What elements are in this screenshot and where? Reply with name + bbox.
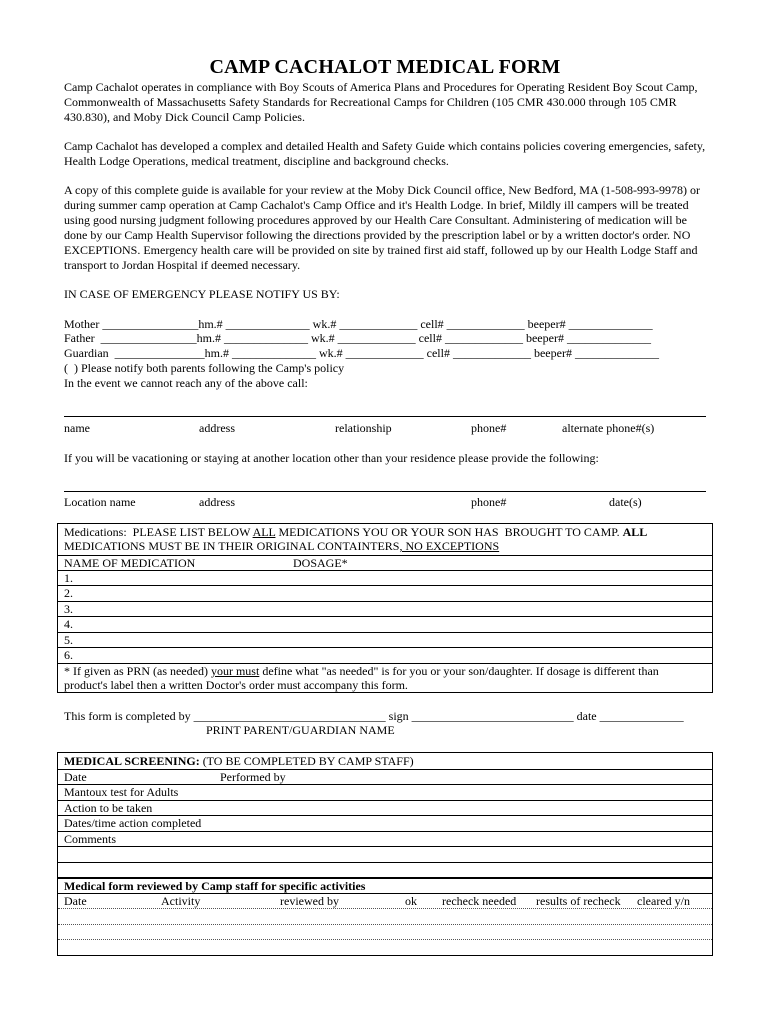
mantoux-row[interactable]: Mantoux test for Adults <box>58 784 712 801</box>
contact-address-label: address <box>199 421 235 435</box>
event-instruction: In the event we cannot reach any of the above call: <box>64 376 308 390</box>
vacation-instruction: If you will be vacationing or staying at another location other than your residence please provide the following: <box>64 451 599 465</box>
screening-heading: MEDICAL SCREENING: (TO BE COMPLETED BY CAMP STAFF) <box>64 754 414 768</box>
notify-both-checkbox[interactable]: ( ) Please notify both parents following the Camp's policy <box>64 361 345 375</box>
comments-row[interactable]: Comments <box>58 831 712 847</box>
medication-row[interactable]: 3. <box>58 601 712 617</box>
location-dates-label: date(s) <box>609 495 642 509</box>
intro-paragraph-3: A copy of this complete guide is available for your review at the Moby Dick Council office, New Bedford, MA (1-508-993-9978) or during summer camp operation at Camp Cachalot's Camp Office and it's Health Lodge. In brief, Mildly ill campers will be treated using good nursing judgment following procedures approved by our Health Care Consultant. Administering of medication will be done by our Camp Health Supervisor following the directions provided by the prescription label or by a written doctor's order. NO EXCEPTIONS. Emergency health care will be provided on site by trained first aid staff, followed up by our Health Lodge Staff and transport to Jordan Hospital if deemed necessary. <box>64 183 700 272</box>
review-entry-row[interactable] <box>58 908 712 925</box>
action-completed-row[interactable]: Dates/time action completed <box>58 815 712 832</box>
print-name-label: PRINT PARENT/GUARDIAN NAME <box>206 723 395 737</box>
review-entry-row[interactable] <box>58 939 712 956</box>
medication-row[interactable]: 5. <box>58 632 712 648</box>
action-row[interactable]: Action to be taken <box>58 800 712 816</box>
prn-note: * If given as PRN (as needed) your must define what "as needed" is for you or your son/daughter. If dosage is different than product's label then a written Doctor's order must accompany this form. <box>58 663 712 693</box>
medication-row[interactable]: 1. <box>58 570 712 586</box>
medications-table <box>57 523 713 693</box>
completed-by-line[interactable]: This form is completed by ________________________________ sign ___________________________ date ______________ <box>64 709 684 723</box>
review-entry-row[interactable] <box>58 924 712 940</box>
father-contact-line[interactable]: Father ________________hm.# ______________ wk.# _____________ cell# _____________ beeper# ______________ <box>64 331 651 345</box>
contact-phone-label: phone# <box>471 421 507 435</box>
intro-paragraph-2: Camp Cachalot has developed a complex and detailed Health and Safety Guide which contains policies covering emergencies, safety, Health Lodge Operations, medical treatment, discipline and background checks. <box>64 139 706 168</box>
review-columns-row: Date Activity reviewed by ok recheck needed results of recheck cleared y/n <box>58 893 712 909</box>
mother-contact-line[interactable]: Mother ________________hm.# ______________ wk.# _____________ cell# _____________ beeper# ______________ <box>64 317 653 331</box>
intro-paragraph-1: Camp Cachalot operates in compliance with Boy Scouts of America Plans and Procedures for Operating Resident Boy Scout Camp, Commonwealth of Massachusetts Safety Standards for Recreational Camps for Children (105 CMR 430.000 through 105 CMR 430.830), and Moby Dick Council Camp Policies. <box>64 80 698 124</box>
dosage-header: DOSAGE* <box>293 556 348 570</box>
location-address-label: address <box>199 495 235 509</box>
medications-header: Medications: PLEASE LIST BELOW ALL MEDICATIONS YOU OR YOUR SON HAS BROUGHT TO CAMP. ALL MEDICATIONS MUST BE IN THEIR ORIGINAL CONTAINTERS, NO EXCEPTIONS <box>64 525 648 553</box>
emergency-heading: IN CASE OF EMERGENCY PLEASE NOTIFY US BY: <box>64 287 340 301</box>
contact-entry-line[interactable] <box>64 416 706 417</box>
medication-row[interactable]: 6. <box>58 647 712 664</box>
contact-alt-phone-label: alternate phone#(s) <box>562 421 655 435</box>
location-name-label: Location name <box>64 495 136 509</box>
form-title: CAMP CACHALOT MEDICAL FORM <box>209 56 561 78</box>
blank-row[interactable] <box>58 862 712 878</box>
guardian-contact-line[interactable]: Guardian _______________hm.# ______________ wk.# _____________ cell# _____________ beeper# ______________ <box>64 346 659 360</box>
location-phone-label: phone# <box>471 495 507 509</box>
contact-name-label: name <box>64 421 90 435</box>
medication-row[interactable]: 2. <box>58 585 712 602</box>
review-heading: Medical form reviewed by Camp staff for specific activities <box>58 877 712 895</box>
vacation-entry-line[interactable] <box>64 491 706 492</box>
medication-row[interactable]: 4. <box>58 616 712 633</box>
contact-relationship-label: relationship <box>335 421 392 435</box>
medications-column-header <box>58 555 712 571</box>
medication-name-header: NAME OF MEDICATION <box>64 556 196 570</box>
screening-date-row[interactable]: Date Performed by <box>58 769 712 785</box>
screening-table <box>57 752 713 956</box>
blank-row[interactable] <box>58 846 712 863</box>
